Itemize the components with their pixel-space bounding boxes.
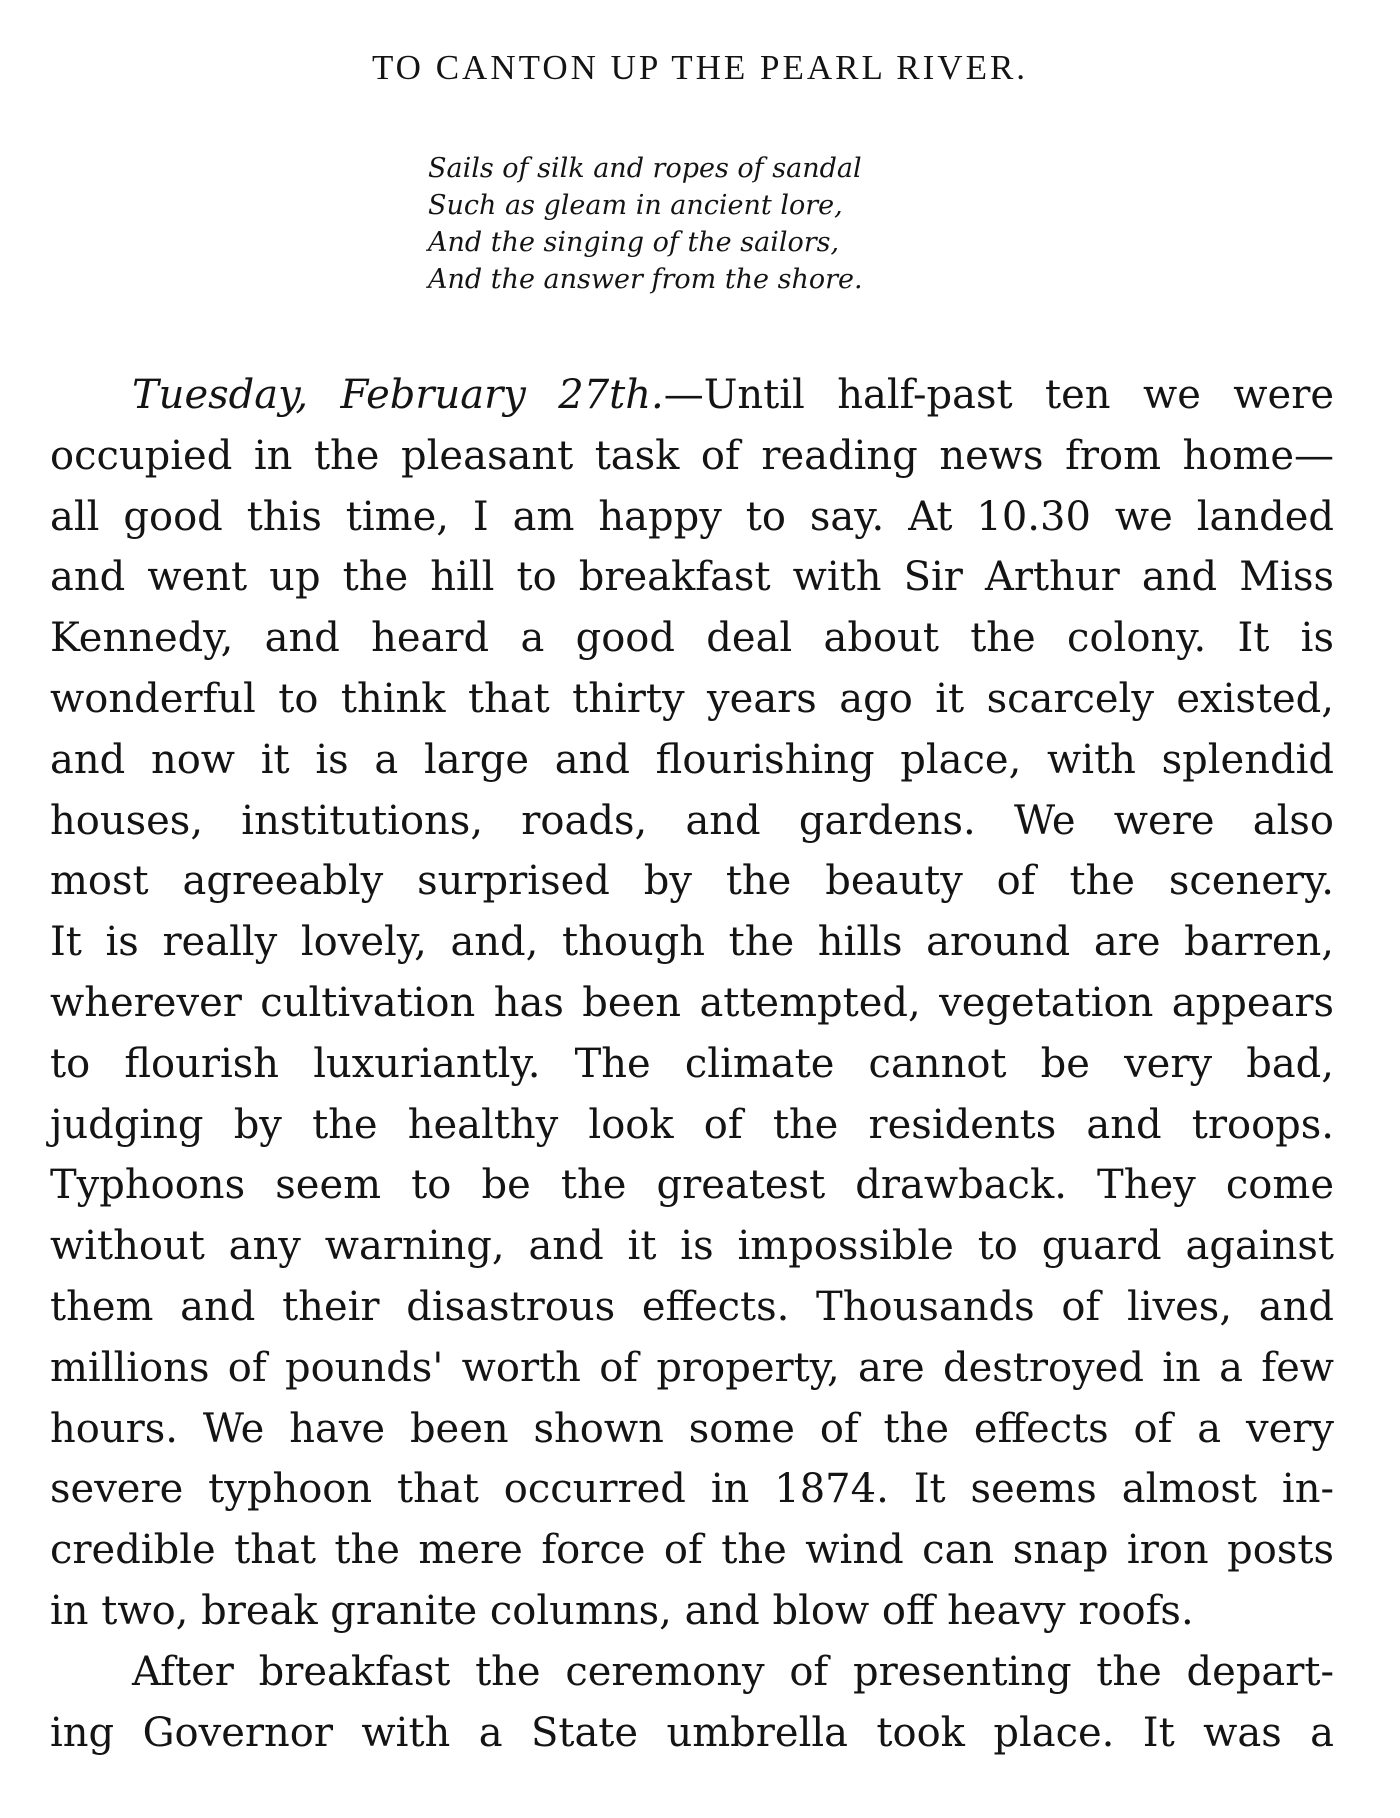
text-line: credible that the mere force of the wind can snap iron posts [50,1527,1334,1574]
text-line: millions of pounds' worth of property, are destroyed in a few [50,1344,1334,1391]
text-line: and went up the hill to breakfast with Sir Arthur and Miss [50,554,1334,601]
text-line: houses, institutions, roads, and gardens. We were also [50,797,1334,844]
text-line: After breakfast the ceremony of presenting the depart- [132,1648,1334,1695]
text-line: and now it is a large and flourishing place, with splendid [50,736,1334,783]
text-line: Typhoons seem to be the greatest drawback. They come [50,1162,1334,1209]
text-line: all good this time, I am happy to say. At 10.30 we landed [50,493,1334,540]
text-line: wherever cultivation has been attempted, vegetation appears [50,979,1334,1026]
entry-date: Tuesday, February 27th. [132,372,664,418]
text-line: wonderful to think that thirty years ago it scarcely existed, [50,675,1334,722]
text-line: them and their disastrous effects. Thousands of lives, and [50,1283,1334,1330]
first-line-text: —Until half-past ten we were [663,372,1334,418]
text-line: without any warning, and it is impossible to guard against [50,1223,1334,1270]
text-line: to flourish luxuriantly. The climate cannot be very bad, [50,1040,1334,1087]
epigraph [428,150,948,298]
text-line: most agreeably surprised by the beauty of the scenery. [50,858,1334,905]
epigraph-line: And the singing of the sailors, [428,227,840,258]
epigraph-line: Sails of silk and ropes of sandal [428,153,862,184]
text-line: occupied in the pleasant task of reading news from home— [50,432,1334,479]
paragraph-first-line [50,365,1334,426]
body-text [50,365,1334,1763]
text-line: hours. We have been shown some of the effects of a very [50,1405,1334,1452]
epigraph-line: Such as gleam in ancient lore, [428,190,843,221]
text-line: It is really lovely, and, though the hills around are barren, [50,919,1334,966]
text-line: in two, break granite columns, and blow off heavy roofs. [50,1587,1194,1634]
text-line: severe typhoon that occurred in 1874. It seems almost in- [50,1466,1334,1513]
text-line: ing Governor with a State umbrella took place. It was a [50,1709,1334,1756]
text-line: Kennedy, and heard a good deal about the colony. It is [50,615,1334,662]
text-line: judging by the healthy look of the residents and troops. [50,1101,1334,1148]
epigraph-line: And the answer from the shore. [428,264,863,295]
running-head: TO CANTON UP THE PEARL RIVER. [371,48,1029,87]
